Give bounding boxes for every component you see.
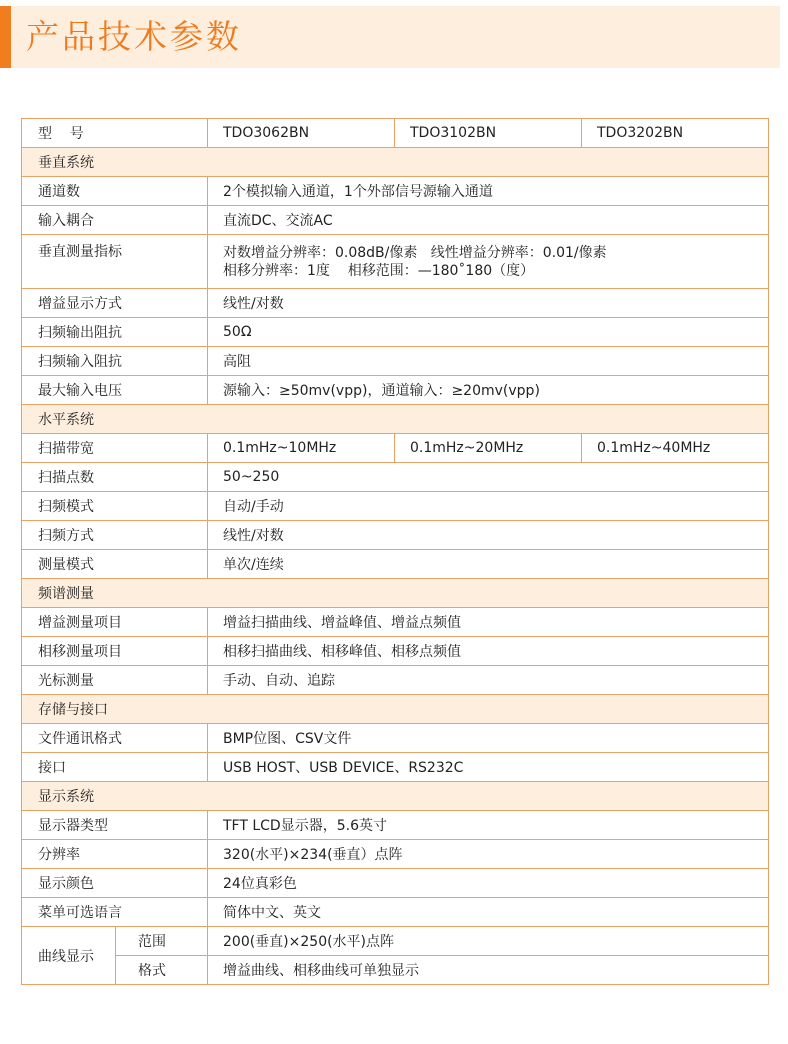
model-tdo3102bn: TDO3102BN	[395, 119, 582, 148]
row-label: 扫描点数	[22, 463, 208, 492]
row-value: 单次/连续	[208, 550, 769, 579]
row-value: 24位真彩色	[208, 869, 769, 898]
row-value	[208, 235, 769, 289]
table-row	[22, 289, 769, 318]
row-value: 50Ω	[208, 318, 769, 347]
table-row	[22, 463, 769, 492]
section-title: 存储与接口	[22, 695, 769, 724]
row-label: 光标测量	[22, 666, 208, 695]
table-row	[22, 235, 769, 289]
row-label: 测量模式	[22, 550, 208, 579]
row-label: 分辨率	[22, 840, 208, 869]
row-label: 显示器类型	[22, 811, 208, 840]
table-row	[22, 898, 769, 927]
row-label: 最大输入电压	[22, 376, 208, 405]
row-label: 增益测量项目	[22, 608, 208, 637]
table-row	[22, 956, 769, 985]
row-label: 垂直测量指标	[22, 235, 208, 289]
row-value: USB HOST、USB DEVICE、RS232C	[208, 753, 769, 782]
row-value: 手动、自动、追踪	[208, 666, 769, 695]
model-tdo3062bn: TDO3062BN	[208, 119, 395, 148]
table-row	[22, 666, 769, 695]
row-value: 简体中文、英文	[208, 898, 769, 927]
row-label: 文件通讯格式	[22, 724, 208, 753]
page-header	[0, 6, 780, 68]
row-value: BMP位图、CSV文件	[208, 724, 769, 753]
model-row	[22, 119, 769, 148]
table-row	[22, 318, 769, 347]
row-label: 扫频模式	[22, 492, 208, 521]
row-label: 扫描带宽	[22, 434, 208, 463]
table-row	[22, 206, 769, 235]
row-value: 高阻	[208, 347, 769, 376]
model-tdo3202bn: TDO3202BN	[582, 119, 769, 148]
model-label: 型 号	[22, 119, 208, 148]
row-label: 菜单可选语言	[22, 898, 208, 927]
section-title: 垂直系统	[22, 148, 769, 177]
curve-range-label: 范围	[116, 927, 208, 956]
row-label: 显示颜色	[22, 869, 208, 898]
table-row	[22, 177, 769, 206]
section-horizontal	[22, 405, 769, 434]
table-row	[22, 550, 769, 579]
table-row	[22, 434, 769, 463]
row-value-line1: 对数增益分辨率：0.08dB/像素 线性增益分辨率：0.01/像素	[223, 244, 607, 261]
table-row	[22, 927, 769, 956]
table-row	[22, 811, 769, 840]
section-display	[22, 782, 769, 811]
row-value: 相移扫描曲线、相移峰值、相移点频值	[208, 637, 769, 666]
row-value: 2个模拟输入通道，1个外部信号源输入通道	[208, 177, 769, 206]
table-row	[22, 347, 769, 376]
row-label: 相移测量项目	[22, 637, 208, 666]
header-accent-bar	[0, 6, 11, 68]
table-row	[22, 376, 769, 405]
table-row	[22, 492, 769, 521]
page-title: 产品技术参数	[26, 17, 242, 56]
curve-display-label: 曲线显示	[22, 927, 116, 985]
table-row	[22, 869, 769, 898]
spec-table	[21, 118, 769, 985]
section-title: 水平系统	[22, 405, 769, 434]
curve-format-label: 格式	[116, 956, 208, 985]
row-value: 自动/手动	[208, 492, 769, 521]
table-row	[22, 724, 769, 753]
row-label: 扫频输出阻抗	[22, 318, 208, 347]
bandwidth-tdo3202bn: 0.1mHz~40MHz	[582, 434, 769, 463]
row-value: TFT LCD显示器，5.6英寸	[208, 811, 769, 840]
curve-range-value: 200(垂直)×250(水平)点阵	[208, 927, 769, 956]
table-row	[22, 608, 769, 637]
row-value: 线性/对数	[208, 521, 769, 550]
row-value: 增益扫描曲线、增益峰值、增益点频值	[208, 608, 769, 637]
row-label: 输入耦合	[22, 206, 208, 235]
row-label: 接口	[22, 753, 208, 782]
section-vertical	[22, 148, 769, 177]
bandwidth-tdo3102bn: 0.1mHz~20MHz	[395, 434, 582, 463]
bandwidth-tdo3062bn: 0.1mHz~10MHz	[208, 434, 395, 463]
row-value-line2: 相移分辨率：1度 相移范围：—180˚180（度）	[223, 262, 535, 279]
row-value: 直流DC、交流AC	[208, 206, 769, 235]
row-label: 扫频方式	[22, 521, 208, 550]
curve-format-value: 增益曲线、相移曲线可单独显示	[208, 956, 769, 985]
table-row	[22, 840, 769, 869]
row-value: 50~250	[208, 463, 769, 492]
section-spectrum	[22, 579, 769, 608]
row-value: 源输入：≥50mv(vpp)，通道输入：≥20mv(vpp)	[208, 376, 769, 405]
section-title: 显示系统	[22, 782, 769, 811]
row-label: 扫频输入阻抗	[22, 347, 208, 376]
row-label: 通道数	[22, 177, 208, 206]
row-value: 线性/对数	[208, 289, 769, 318]
table-row	[22, 753, 769, 782]
section-storage	[22, 695, 769, 724]
row-value: 320(水平)×234(垂直）点阵	[208, 840, 769, 869]
table-row	[22, 637, 769, 666]
row-label: 增益显示方式	[22, 289, 208, 318]
section-title: 频谱测量	[22, 579, 769, 608]
table-row	[22, 521, 769, 550]
